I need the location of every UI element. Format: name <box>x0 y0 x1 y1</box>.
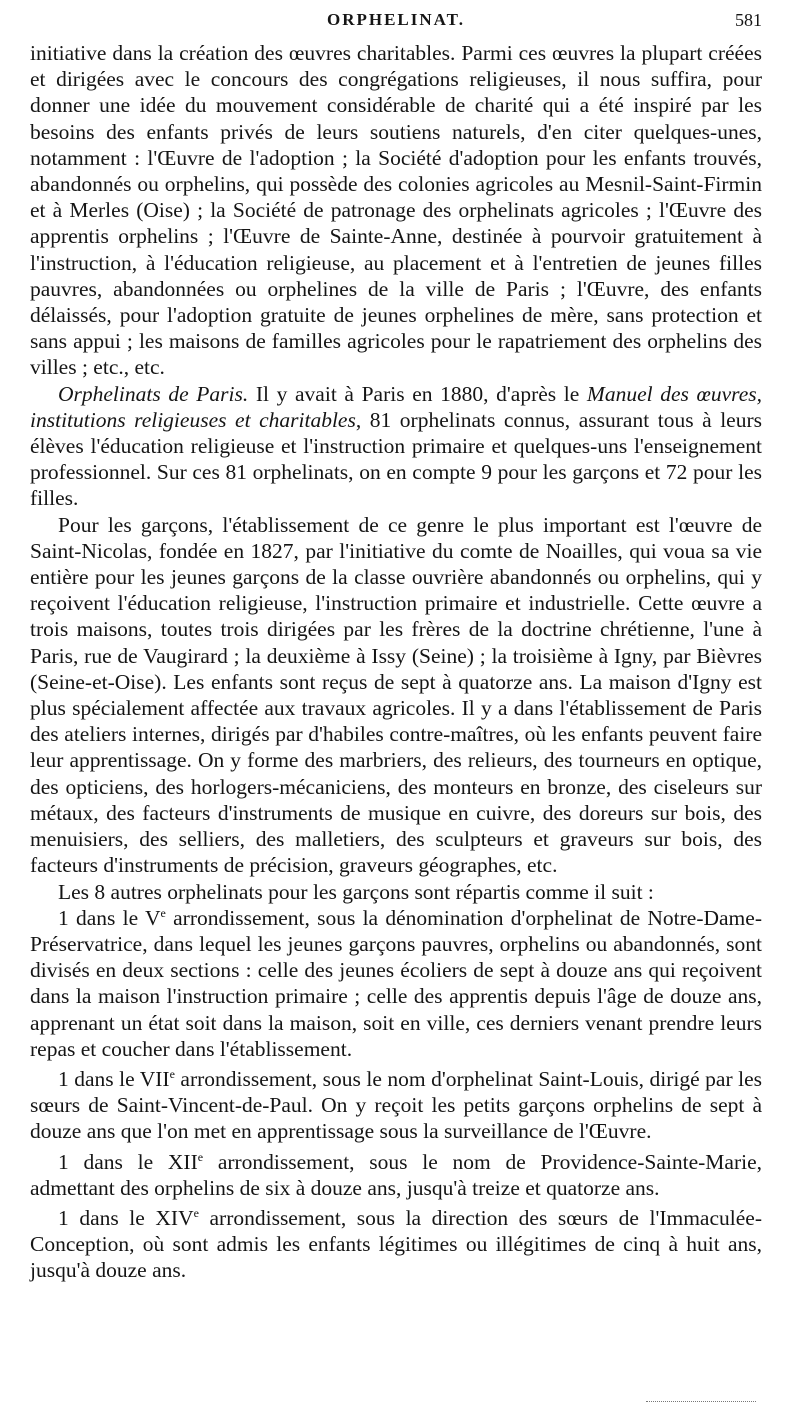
running-title: ORPHELINAT. <box>326 10 466 29</box>
footer-printer-mark <box>646 1401 756 1405</box>
paragraph-2-text-a: Il y avait à Paris en 1880, d'après le <box>248 381 587 406</box>
paragraph-5-text-b: arrondissement, sous la dénomination d'orphelinat de Notre-Dame-Préservatrice, dans lequel les jeunes garçons pauvres, orphelins ou abandonnés, sont divisés en deux sections : celle des jeunes écoliers de sept à douze ans qui reçoivent dans la maison l'instruction primaire ; celle des apprentis depuis l'âge de douze ans, apprenant un état soit dans la maison, soit en ville, ces derniers venant prendre leurs repas et coucher dans l'établissement. <box>30 905 762 1061</box>
section-title: Orphelinats de Paris. <box>58 381 249 406</box>
ordinal-sup: e <box>169 1066 175 1081</box>
paragraph-6 <box>30 1066 762 1145</box>
paragraph-8 <box>30 1205 762 1284</box>
ordinal-sup: e <box>197 1149 204 1164</box>
paragraph-4: Les 8 autres orphelinats pour les garçons sont répartis comme il suit : <box>58 879 654 904</box>
paragraph-8-text-b: arrondissement, sous la direction des sœurs de l'Immaculée-Conception, où sont admis les enfants légitimes ou illégitimes de cinq à huit ans, jusqu'à douze ans. <box>30 1205 762 1283</box>
paragraph-7 <box>30 1149 762 1201</box>
paragraph-8-text-a: 1 dans le XIV <box>58 1205 194 1230</box>
paragraph-1: initiative dans la création des œuvres charitables. Parmi ces œuvres la plupart créées et dirigées avec le concours des congrégations religieuses, il nous suffira, pour donner une idée du mouvement considérable de charité qui a été inspiré par les besoins des enfants privés de leurs soutiens naturels, d'en citer quelques-unes, notamment : l'Œuvre de l'adoption ; la Société d'adoption pour les enfants trouvés, abandonnés ou orphelins, qui possède des colonies agricoles au Mesnil-Saint-Firmin et à Merles (Oise) ; la Société de patronage des orphelinats agricoles ; l'Œuvre des apprentis orphelins ; l'Œuvre de Sainte-Anne, destinée à pourvoir gratuitement à l'instruction, à l'éducation religieuse, au placement et à l'entretien de jeunes filles pauvres, abandonnées ou orphelines de la ville de Paris ; l'Œuvre, des enfants délaissés, pour l'adoption gratuite de jeunes orphelines de mère, sans protection et sans appui ; les maisons de familles agricoles pour le rapatriement des orphelins des villes ; etc., etc. <box>30 41 762 380</box>
paragraph-5-text-a: 1 dans le V <box>58 905 161 930</box>
paragraph-7-text-b: arrondissement, sous le nom de Providence-Sainte-Marie, admettant des orphelins de six à douze ans, jusqu'à treize et quatorze ans. <box>30 1149 762 1200</box>
body-text <box>30 40 762 1284</box>
paragraph-6-text-a: 1 dans le VII <box>58 1066 170 1091</box>
paragraph-2-text-b: , 81 orphelinats connus, assurant tous à leurs élèves l'éducation religieuse et l'instruction primaire et quelques-uns l'enseignement professionnel. Sur ces 81 orphelinats, on en compte 9 pour les garçons et 72 pour les filles. <box>30 407 762 511</box>
paragraph-5 <box>30 905 762 1062</box>
paragraph-3: Pour les garçons, l'établissement de ce genre le plus important est l'œuvre de Saint-Nicolas, fondée en 1827, par l'initiative du comte de Noailles, qui voua sa vie entière pour les jeunes garçons de la classe ouvrière abandonnés ou orphelins, qui y reçoivent l'éducation religieuse, l'instruction primaire et industrielle. Cette œuvre a trois maisons, toutes trois dirigées par les frères de la doctrine chrétienne, l'une à Paris, rue de Vaugirard ; la deuxième à Issy (Seine) ; la troisième à Igny, par Bièvres (Seine-et-Oise). Les enfants sont reçus de sept à quatorze ans. La maison d'Igny est plus spécialement affectée aux travaux agricoles. Il y a dans l'établissement de Paris des ateliers internes, dirigés par d'habiles contre-maîtres, où les enfants peuvent faire leur apprentissage. On y forme des marbriers, des relieurs, des tourneurs en optique, des opticiens, des horlogers-mécaniciens, des monteurs en bronze, des ciseleurs sur métaux, des facteurs d'instruments de musique en cuivre, des doreurs sur bois, des menuisiers, des selliers, des malletiers, des sculpteurs et graveurs sur bois, des facteurs d'instruments de précision, graveurs géographes, etc. <box>30 512 762 878</box>
paragraph-6-text-b: arrondissement, sous le nom d'orphelinat Saint-Louis, dirigé par les sœurs de Saint-Vincent-de-Paul. On y reçoit les petits garçons orphelins de sept à douze ans que l'on met en apprentissage sous la surveillance de l'Œuvre. <box>30 1066 762 1144</box>
page-header <box>30 0 762 40</box>
manual-title: Manuel des œuvres, institutions religieuses et charitables <box>30 381 763 432</box>
ordinal-sup: e <box>160 905 166 920</box>
paragraph-7-text-a: 1 dans le XII <box>58 1149 198 1174</box>
page-number: 581 <box>735 10 762 30</box>
paragraph-2 <box>30 381 762 512</box>
ordinal-sup: e <box>193 1205 199 1220</box>
